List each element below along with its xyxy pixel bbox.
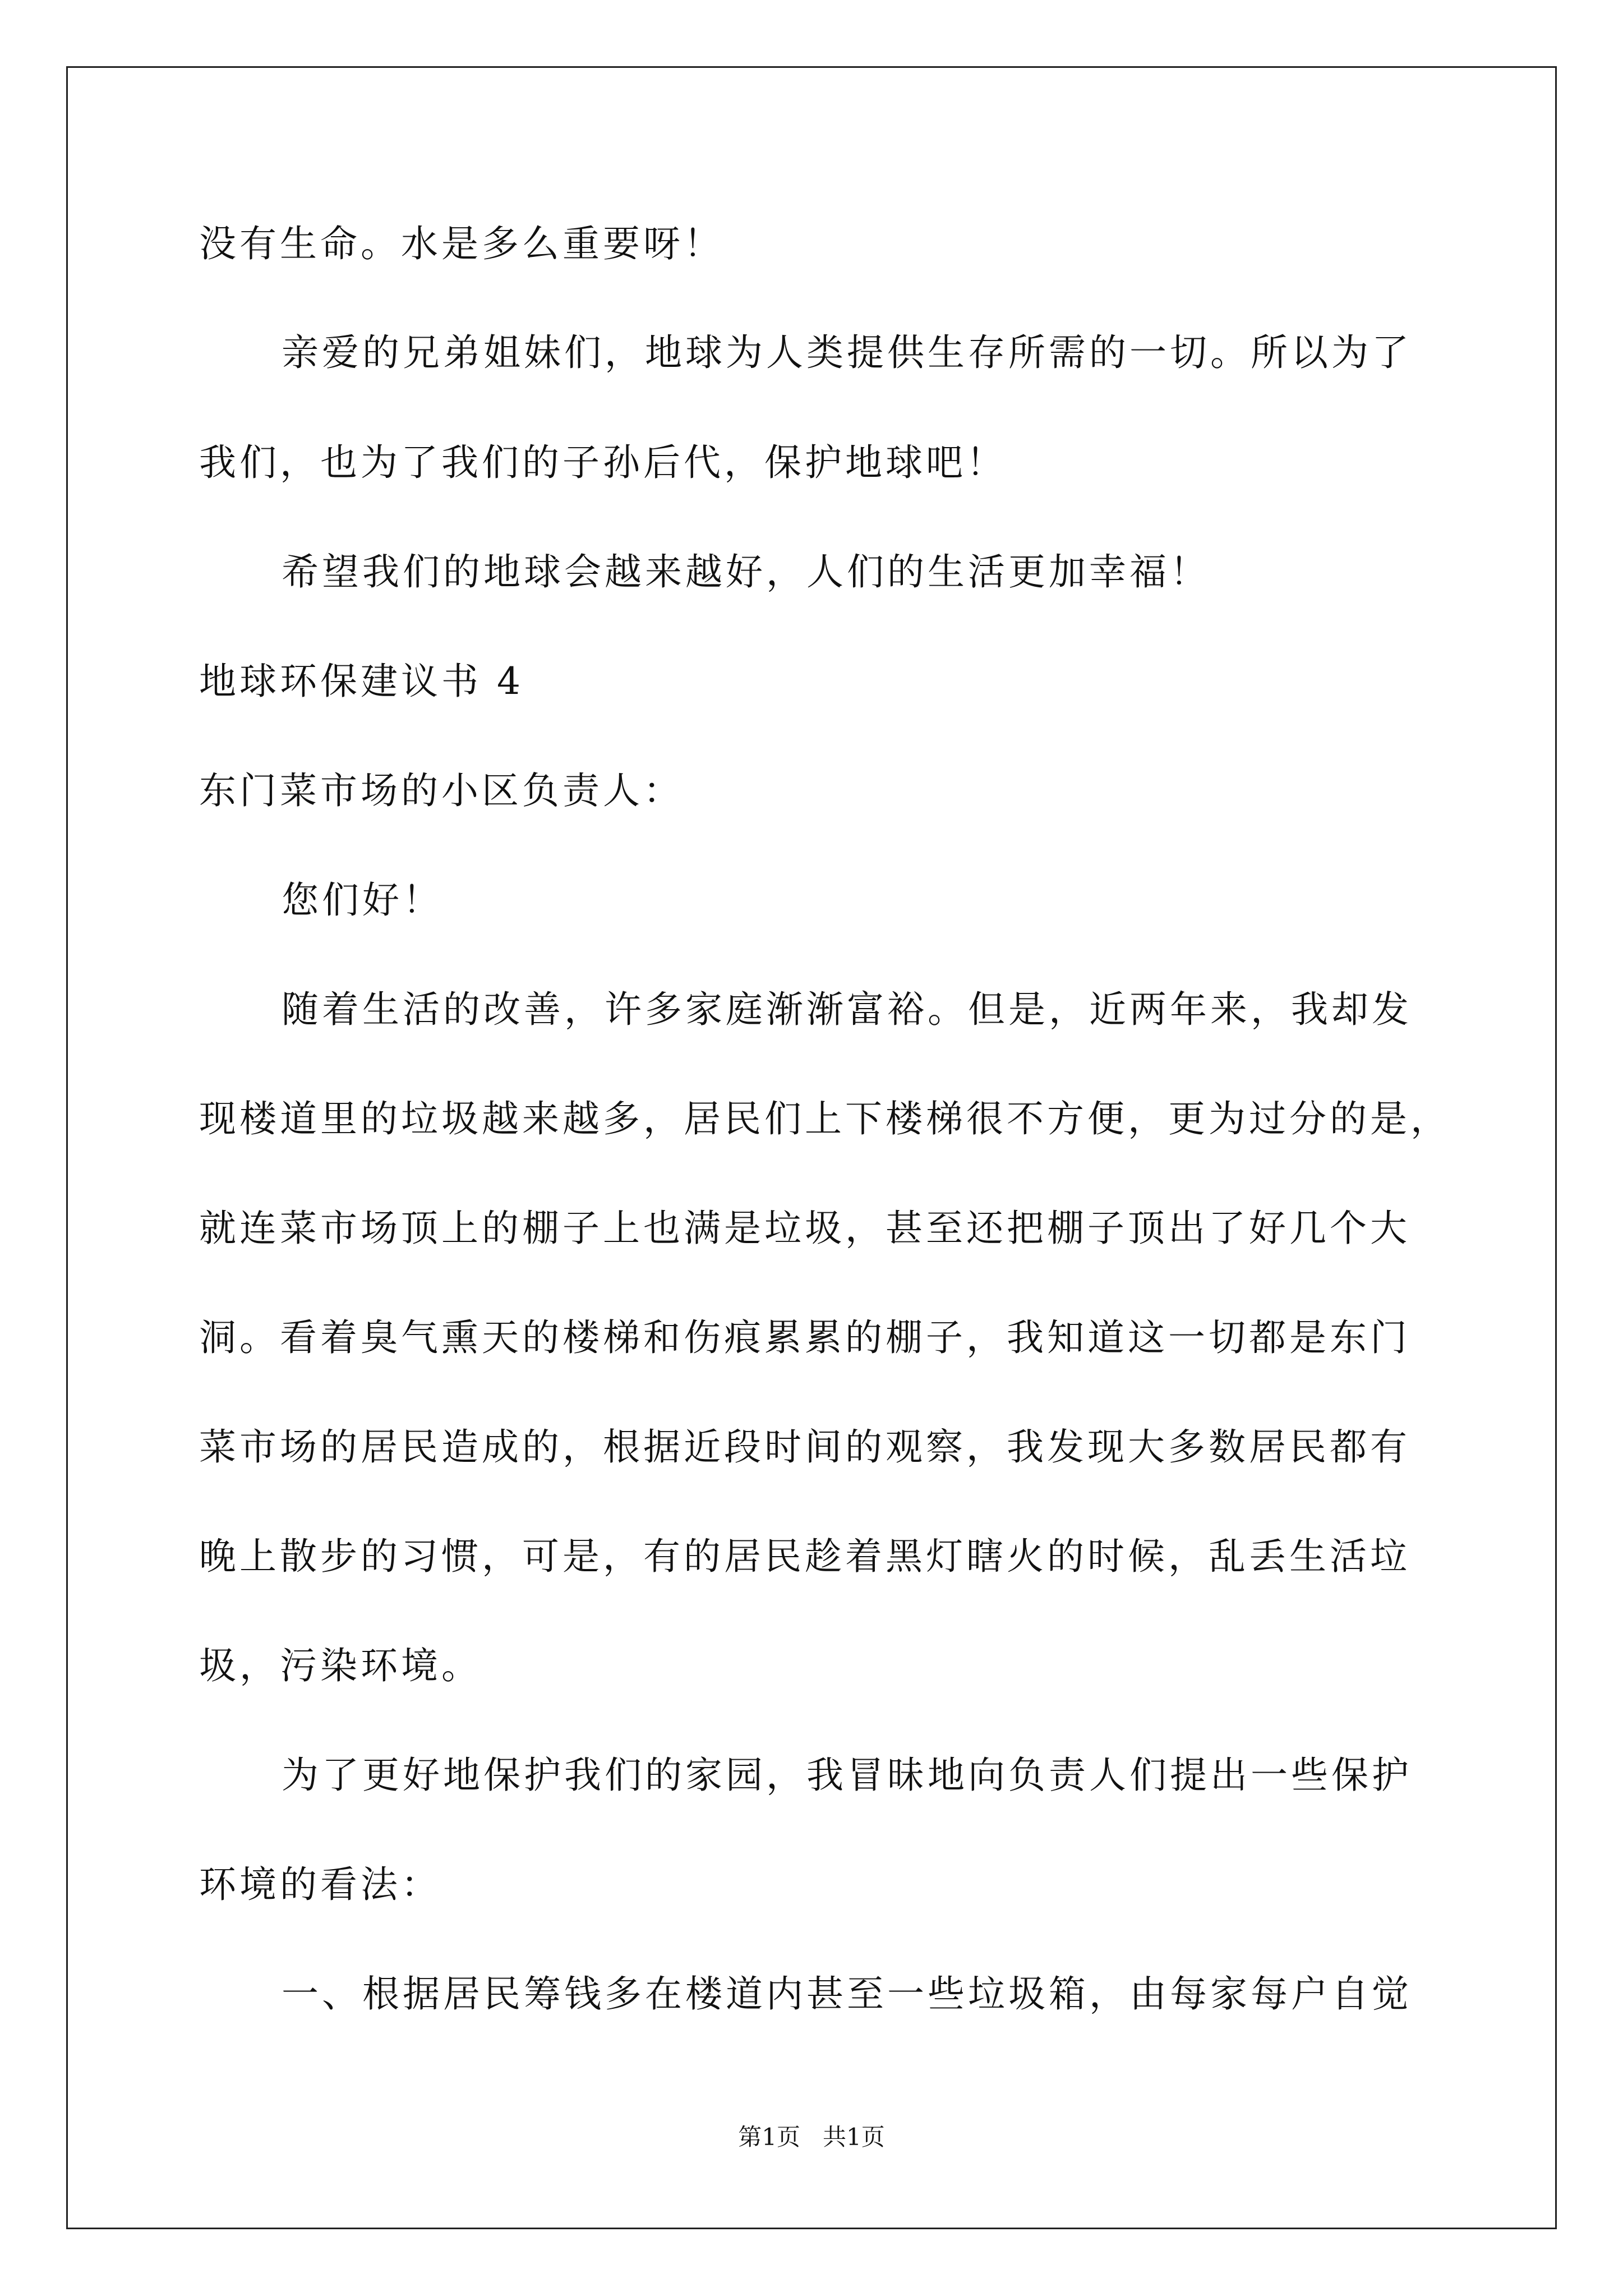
text-line: 现楼道里的垃圾越来越多，居民们上下楼梯很不方便，更为过分的是， xyxy=(199,1097,1451,1140)
text-line: 就连菜市场顶上的棚子上也满是垃圾，甚至还把棚子顶出了好几个大 xyxy=(199,1207,1410,1250)
text-line: 洞。看着臭气熏天的楼梯和伤痕累累的棚子，我知道这一切都是东门 xyxy=(199,1316,1410,1359)
text-line: 菜市场的居民造成的，根据近段时间的观察，我发现大多数居民都有 xyxy=(199,1425,1410,1469)
text-line: 随着生活的改善，许多家庭渐渐富裕。但是，近两年来，我却发 xyxy=(282,988,1412,1031)
salutation: 东门菜市场的小区负责人： xyxy=(199,769,684,812)
text-line: 亲爱的兄弟姐妹们，地球为人类提供生存所需的一切。所以为了 xyxy=(282,331,1412,374)
text-line: 我们，也为了我们的子孙后代，保护地球吧！ xyxy=(199,441,1007,484)
text-line: 没有生命。水是多么重要呀！ xyxy=(199,222,724,265)
text-line: 晚上散步的习惯，可是，有的居民趁着黑灯瞎火的时候，乱丢生活垃 xyxy=(199,1535,1410,1578)
text-line: 圾，污染环境。 xyxy=(199,1644,482,1687)
text-line: 一、根据居民筹钱多在楼道内甚至一些垃圾箱，由每家每户自觉 xyxy=(282,1972,1412,2016)
greeting: 您们好！ xyxy=(282,878,443,922)
text-line: 为了更好地保护我们的家园，我冒昧地向负责人们提出一些保护 xyxy=(282,1754,1412,1797)
text-line: 希望我们的地球会越来越好，人们的生活更加幸福！ xyxy=(282,550,1210,593)
section-heading: 地球环保建议书 4 xyxy=(199,660,524,703)
page-footer: 第1页 共1页 xyxy=(738,2123,885,2151)
text-line: 环境的看法： xyxy=(199,1863,441,1906)
